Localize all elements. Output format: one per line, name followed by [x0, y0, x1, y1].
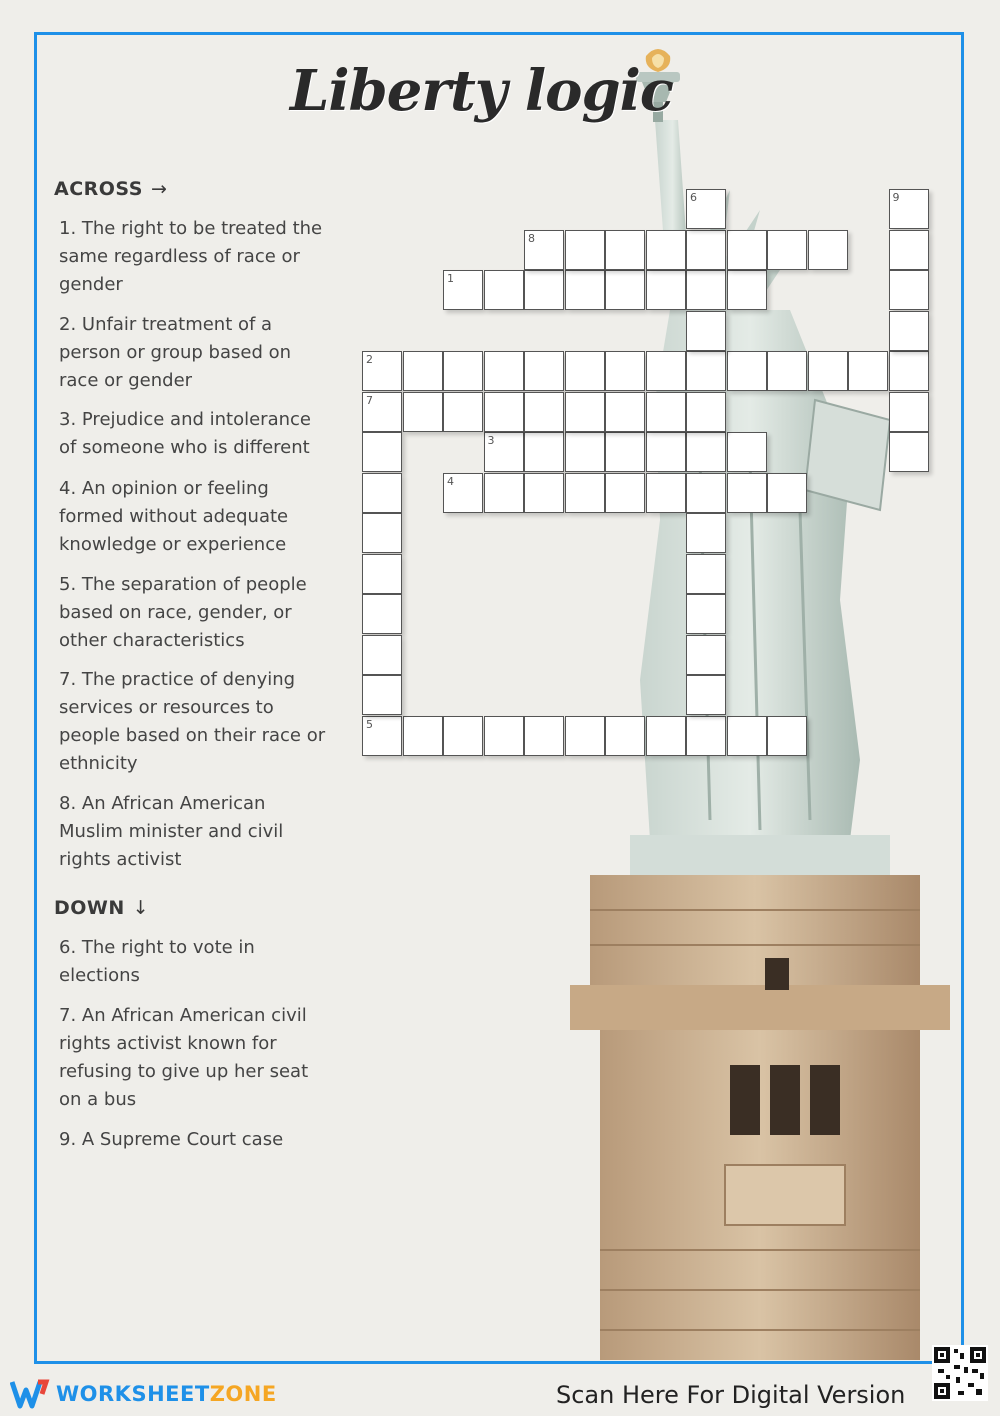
crossword-cell[interactable] — [767, 351, 807, 391]
crossword-cell[interactable] — [605, 432, 645, 472]
crossword-cell[interactable] — [443, 270, 483, 310]
clue-number: 6 — [690, 191, 697, 204]
crossword-cell[interactable] — [767, 230, 807, 270]
right-arrow-icon: → — [150, 178, 168, 200]
crossword-cell[interactable] — [889, 311, 929, 351]
across-clue-4: 4. An opinion or feeling formed without adequate knowledge or experience — [59, 478, 289, 555]
crossword-cell[interactable] — [686, 392, 726, 432]
crossword-cell[interactable] — [403, 716, 443, 756]
crossword-cell[interactable] — [484, 351, 524, 391]
crossword-cell[interactable] — [727, 432, 767, 472]
crossword-cell[interactable] — [686, 513, 726, 553]
crossword-cell[interactable] — [646, 716, 686, 756]
brand-worksheet-text: WORKSHEET — [56, 1382, 210, 1406]
crossword-cell[interactable] — [767, 473, 807, 513]
crossword-cell[interactable] — [808, 230, 848, 270]
crossword-cell[interactable] — [524, 473, 564, 513]
crossword-cell[interactable] — [362, 675, 402, 715]
crossword-cell[interactable] — [848, 351, 888, 391]
crossword-cell[interactable] — [362, 513, 402, 553]
page-title: Liberty logic — [290, 58, 673, 124]
crossword-cell[interactable] — [443, 473, 483, 513]
crossword-cell[interactable] — [524, 230, 564, 270]
crossword-cell[interactable] — [767, 716, 807, 756]
crossword-cell[interactable] — [524, 432, 564, 472]
crossword-cell[interactable] — [524, 270, 564, 310]
across-heading-label: ACROSS — [54, 178, 143, 200]
crossword-cell[interactable] — [889, 392, 929, 432]
clue-number: 7 — [366, 393, 373, 407]
crossword-cell[interactable] — [646, 432, 686, 472]
crossword-cell[interactable] — [686, 675, 726, 715]
crossword-cell[interactable] — [524, 392, 564, 432]
crossword-cell[interactable] — [727, 473, 767, 513]
crossword-cell[interactable] — [362, 554, 402, 594]
crossword-cell[interactable] — [403, 351, 443, 391]
crossword-cell[interactable] — [686, 635, 726, 675]
crossword-cell[interactable] — [727, 230, 767, 270]
crossword-cell[interactable] — [362, 594, 402, 634]
scan-digital-version-text: Scan Here For Digital Version — [556, 1381, 906, 1409]
clue-number: 9 — [892, 191, 900, 204]
across-clue-7: 7. The practice of denying services or resources to people based on their race or ethnicity — [59, 669, 326, 774]
across-clue-5: 5. The separation of people based on race, gender, or other characteristics — [59, 574, 307, 651]
clue-number: 4 — [447, 474, 454, 488]
crossword-cell[interactable] — [686, 473, 726, 513]
crossword-cell[interactable] — [362, 635, 402, 675]
crossword-cell[interactable] — [808, 351, 848, 391]
crossword-cell[interactable] — [686, 351, 726, 391]
crossword-cell[interactable] — [605, 351, 645, 391]
crossword-cell[interactable] — [686, 432, 726, 472]
crossword-cell[interactable] — [565, 432, 605, 472]
clue-number: 8 — [528, 231, 535, 245]
clue-number: 2 — [366, 353, 373, 366]
crossword-cell[interactable] — [565, 351, 605, 391]
worksheetzone-w-icon — [10, 1378, 50, 1410]
across-clue-2: 2. Unfair treatment of a person or group based on race or gender — [59, 314, 292, 391]
crossword-cell[interactable] — [403, 392, 443, 432]
crossword-cell[interactable] — [727, 351, 767, 391]
crossword-cell[interactable] — [484, 432, 524, 472]
crossword-cell[interactable] — [727, 270, 767, 310]
crossword-cell[interactable] — [686, 554, 726, 594]
crossword-cell[interactable] — [889, 270, 929, 310]
across-clue-3: 3. Prejudice and intolerance of someone who is different — [59, 409, 311, 458]
clue-number: 3 — [487, 434, 495, 447]
crossword-cell[interactable] — [443, 716, 483, 756]
crossword-cell[interactable] — [484, 270, 524, 310]
crossword-cell[interactable] — [443, 351, 483, 391]
crossword-cell[interactable] — [565, 392, 605, 432]
crossword-cell[interactable] — [686, 311, 726, 351]
crossword-cell[interactable] — [889, 351, 929, 391]
crossword-cell[interactable] — [362, 473, 402, 513]
clue-number: 1 — [447, 272, 454, 285]
crossword-cell[interactable] — [686, 230, 726, 270]
worksheetzone-logo — [10, 1376, 277, 1412]
crossword-cell[interactable] — [565, 473, 605, 513]
down-arrow-icon: ↓ — [132, 897, 150, 919]
crossword-cell[interactable] — [686, 189, 726, 229]
qr-code-icon[interactable] — [932, 1345, 988, 1401]
crossword-cell[interactable] — [484, 392, 524, 432]
down-heading-label: DOWN — [54, 897, 125, 919]
down-clue-7: 7. An African American civil rights activist known for refusing to give up her seat on a bus — [59, 1005, 309, 1110]
brand-zone-text: ZONE — [209, 1382, 277, 1406]
crossword-cell[interactable] — [646, 392, 686, 432]
down-heading — [54, 897, 149, 919]
crossword-cell[interactable] — [889, 432, 929, 472]
crossword-cell[interactable] — [605, 392, 645, 432]
across-clue-8: 8. An African American Muslim minister and civil rights activist — [59, 793, 284, 870]
crossword-cell[interactable] — [889, 230, 929, 270]
crossword-cell[interactable] — [362, 432, 402, 472]
crossword-cell[interactable] — [646, 230, 686, 270]
crossword-cell[interactable] — [605, 230, 645, 270]
crossword-cell[interactable] — [686, 270, 726, 310]
crossword-cell[interactable] — [524, 716, 564, 756]
crossword-cell[interactable] — [484, 473, 524, 513]
across-clue-1: 1. The right to be treated the same regardless of race or gender — [59, 218, 323, 295]
crossword-cell[interactable] — [889, 189, 929, 229]
down-clue-9: 9. A Supreme Court case — [59, 1129, 284, 1150]
crossword-cell[interactable] — [524, 351, 564, 391]
crossword-cell[interactable] — [484, 716, 524, 756]
crossword-cell[interactable] — [443, 392, 483, 432]
crossword-cell[interactable] — [565, 270, 605, 310]
crossword-cell[interactable] — [686, 594, 726, 634]
crossword-cell[interactable] — [605, 270, 645, 310]
crossword-cell[interactable] — [686, 716, 726, 756]
crossword-cell[interactable] — [362, 716, 402, 756]
clue-number: 5 — [366, 717, 373, 731]
crossword-cell[interactable] — [362, 351, 402, 391]
crossword-cell[interactable] — [646, 351, 686, 391]
crossword-cell[interactable] — [727, 716, 767, 756]
crossword-cell[interactable] — [565, 716, 605, 756]
down-clue-6: 6. The right to vote in elections — [59, 937, 255, 986]
crossword-cell[interactable] — [565, 230, 605, 270]
crossword-cell[interactable] — [646, 473, 686, 513]
crossword-cell[interactable] — [646, 270, 686, 310]
across-heading — [54, 178, 167, 200]
crossword-cell[interactable] — [605, 473, 645, 513]
crossword-cell[interactable] — [362, 392, 402, 432]
crossword-cell[interactable] — [605, 716, 645, 756]
